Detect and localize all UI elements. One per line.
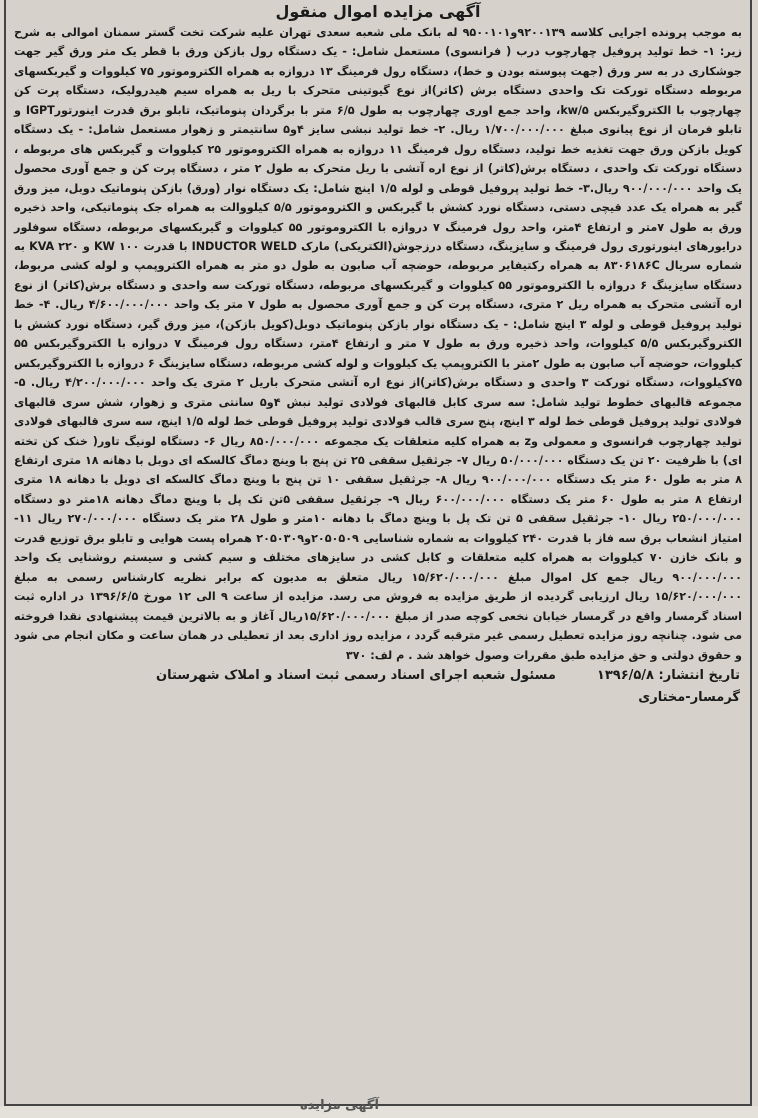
issuer-title: مسئول شعبه اجرای اسناد رسمی ثبت اسناد و املاک شهرستان <box>156 667 556 683</box>
next-notice-fragment <box>0 1098 758 1118</box>
notice-footer <box>6 665 750 709</box>
next-notice-title: آگهی مزایده <box>300 1098 379 1113</box>
auction-notice <box>4 0 752 1106</box>
publication-date: تاریخ انتشار: ۱۳۹۶/۵/۸ <box>596 667 740 683</box>
issuer-name: گرمسار-مختاری <box>638 689 740 705</box>
notice-body: به موجب پرونده اجرایی کلاسه ۹۲۰۰۱۳۹و۹۵۰۰۱۰۱ له بانک ملی شعبه سعدی تهران علیه شرکت تخت گستر سمنان اموالی به شرح زیر: ۱- خط تولید پروفیل چهارچوب درب ( فرانسوی) مستعمل شامل: - یک دستگاه رول بازکن ورق با قطر یک متر ورق گیر جهت جوشکاری در به سر ورق (جهت پیوسته بودن و خط)، دستگاه رول فرمینگ ۱۳ دروازه به همراه الکتروموتور ۷۵ کیلووات و گیربکسهای مربوطه دستگاه تورکت تک واحدی دستگاه برش (کاتر)از نوع گیوتینی متحرک با ریل به همراه سیم هیدرولیک، دستگاه پرت کن چهارچوب با الکتروگیربکس kw/۵، واحد جمع اوری چهارچوب به طول ۶/۵ متر با برگردان پنوماتیک، تابلو برق قدرت اینورتورIGPT و تابلو فرمان از نوع پیانوی مبلغ ۱/۷۰۰/۰۰۰/۰۰۰ ریال. ۲- خط تولید نبشی سایز ۴و۵ سانتیمتر و زهوار مستعمل شامل: - یک دستگاه کویل بازکن ورق جهت تغذیه خط تولید، دستگاه رول فرمینگ ۱۱ دروازه به همراه الکتروموتور ۲۵ کیلووات و گیربکس های مربوطه ، دستگاه تورکت تک واحدی ، دستگاه برش(کاتر) از نوع اره آتشی با ریل متحرک به طول ۲ متر ، دستگاه پرت کن و جمع آوری محصول یک واحد ۹۰۰/۰۰۰/۰۰۰ ریال.۳- خط تولید پروفیل قوطی و لوله ۱/۵ اینچ شامل: یک دستگاه نوار (ورق) بازکن پنوماتیک دوبل، میز ورق گیر به همراه یک عدد قیچی دستی، دستگاه نورد کشش با گیربکس و الکتروموتور ۵/۵ کیلووالت به همراه جک پنوماتیکی، واحد ذخیره ورق به طول ۷متر و ارتفاع ۴متر، واحد رول فرمینگ ۷ دروازه با الکتروموتور ۵۵ کیلووات و گیربکسهای مربوطه، دستگاه سوفلور درایورهای اینورتوری رول فرمینگ و سایزینگ، دستگاه درزجوش(الکتریکی) مارک INDUCTOR WELD با قدرت KW ۱۰۰ و KVA ۲۲۰ به شماره سریال ۸۳۰۶۱۸۶C به همراه رکتیفایر مربوطه، حوضچه آب صابون به طول دو متر به همراه الکتروپمپ و لوله کشی مربوط، دستگاه سایزینگ ۶ دروازه با الکتروموتور ۵۵ کیلووات و گیربکسهای مربوطه، دستگاه تورکت سه واحدی و دستگاه برش(کاتر) از نوع اره آتشی متحرک به همراه ریل ۲ متری، دستگاه پرت کن و جمع آوری محصول به طول ۷ متر یک واحد ۴/۶۰۰/۰۰۰/۰۰۰ ریال. ۴- خط تولید پروفیل قوطی و لوله ۳ اینچ شامل: - یک دستگاه نوار بازکن پنوماتیک دوبل(کویل بازکن)، میز ورق گیر، دستگاه نورد کشش با الکتروگیربکس ۵/۵ کیلووات، واحد ذخیره ورق به طول ۷ متر و ارتفاع ۴متر، دستگاه رول فرمینگ ۷ دروازه با الکتروگیربکس ۵۵ کیلووات، حوضچه آب صابون به طول ۲متر با الکتروپمپ یک کیلووات و لوله کشی مربوطه، دستگاه سایزینگ ۶ دروازه با الکتروگیربکس ۷۵کیلووات، دستگاه تورکت ۳ واحدی و دستگاه برش(کاتر)از نوع اره آتشی متحرک باریل ۲ متری یک واحد ۴/۲۰۰/۰۰۰/۰۰۰ ریال. ۵- مجموعه قالبهای خطوط تولید شامل: سه سری کابل قالبهای فولادی تولید نبش ۴و۵ سانتی متری و زهوار، شش سری قالبهای فولادی تولید پروفیل قوطی خط لوله ۳ اینچ، پنج سری قالب فولادی تولید پروفیل قوطی خط لوله ۱/۵ اینچ، سه سری قالبهای فولادی تولید چهارچوب فرانسوی و معمولی وz به همراه کلیه متعلقات یک مجموعه ۸۵۰/۰۰۰/۰۰۰ ریال ۶- دستگاه لونیگ تاور( خنک کن تخته ای) با ظرفیت ۲۰ تن یک دستگاه ۵۰/۰۰۰/۰۰۰ ریال ۷- جرثقیل سقفی ۲۵ تن پنج با وینچ دماگ کالسکه ای دوبل با دهانه ۱۸ متری ارتفاع ۸ متر به طول ۶۰ متر یک دستگاه ۹۰۰/۰۰۰/۰۰۰ ریال ۸- جرثقیل سقفی ۱۰ تن پنج با وینچ دماگ کالسکه ای دوبل با دهانه ۱۸ متری ارتفاع ۸ متر به طول ۶۰ متر یک دستگاه ۶۰۰/۰۰۰/۰۰۰ ریال ۹- جرثقیل سقفی ۵تن تک پل با وینچ دماگ دهانه ۱۸متر دو دستگاه ۲۵۰/۰۰۰/۰۰۰ ریال ۱۰- جرثقیل سقفی ۵ تن تک پل با وینچ دماگ با دهانه ۱۰متر و طول ۲۸ متر یک دستگاه ۲۷۰/۰۰۰/۰۰۰ ریال ۱۱- امتیاز انشعاب برق سه فاز با قدرت ۲۴۰ کیلووات به شماره شناسایی ۲۰۵۰۵۰۹و۲۰۵۰۳۰۹ همراه پست هوایی و تابلو برق توزیع قدرت و بانک خازن ۷۰ کیلووات به همراه کلیه متعلقات و کابل کشی در سایزهای مختلف و سیم کشی و سیستم روشنایی یک واحد ۹۰۰/۰۰۰/۰۰۰ ریال جمع کل اموال مبلغ ۱۵/۶۲۰/۰۰۰/۰۰۰ ریال متعلق به مدیون که برابر نظریه کارشناس رسمی به مبلغ ۱۵/۶۲۰/۰۰۰/۰۰۰ ریال ارزیابی گردیده از طریق مزایده به فروش می رسد. مزایده از ساعت ۹ الی ۱۲ مورخ ۱۳۹۶/۶/۵ در اداره ثبت اسناد گرمسار واقع در گرمسار خیابان نخعی کوچه صدر از مبلغ ۱۵/۶۲۰/۰۰۰/۰۰۰ریال آغاز و به بالاترین قیمت پیشنهادی نقدا فروخته می شود. چنانچه روز مزایده تعطیل رسمی غیر مترقبه گردد ، مزایده روز اداری بعد از تعطیلی در همان ساعت و مکان انجام می شود و حقوق دولتی و حق مزایده طبق مقررات وصول خواهد شد . م لف: ۳۷۰ <box>14 26 743 662</box>
notice-title: آگهی مزایده اموال منقول <box>275 2 481 21</box>
